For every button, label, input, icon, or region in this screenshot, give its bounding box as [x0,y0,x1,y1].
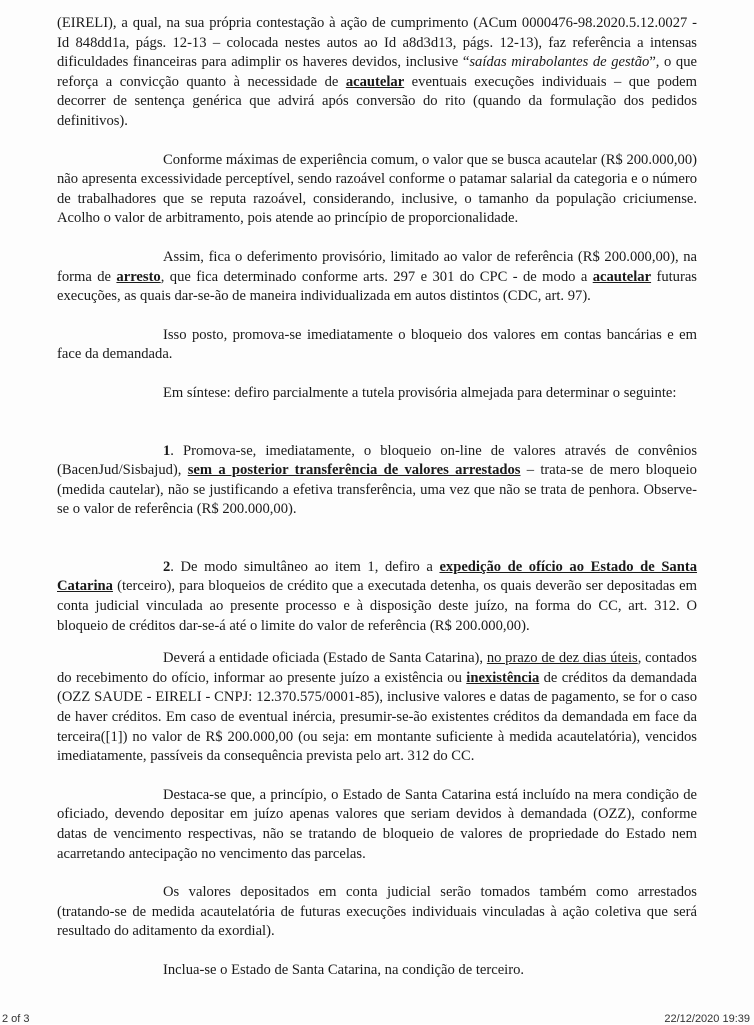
paragraph-valores-depositados: Os valores depositados em conta judicial serão tomados também como arrestados (tratando-se de medida acautelatória de futuras execuções individuais vinculadas à ação coletiva que será resultado do aditamento da exordial). [57,884,697,940]
paragraph-text: , contados do recebimento do ofício, informar ao presente juízo a existência ou [57,650,697,686]
paragraph-text: . De modo simultâneo ao item 1, defiro a [170,558,440,575]
emphasis-sem-transferencia: sem a posterior transferência de valores arrestados [187,462,521,479]
paragraph-text: ”, o que reforça a convicção quanto à necessidade de [57,54,697,90]
paragraph-destaca: Destaca-se que, a princípio, o Estado de Santa Catarina está incluído na mera condição de oficiado, devendo depositar em juízo apenas valores que seriam devidos à demandada (OZZ), conforme datas de vencimento respectivas, não se tratando de bloqueio de valores de propriedade do Estado nem acarretando antecipação no vencimento das parcelas. [57,786,697,862]
timestamp: 22/12/2020 19:39 [664,1013,750,1025]
paragraph-text: (EIRELI), a qual, na sua própria contestação à ação de cumprimento (ACum 0000476-98.2020.5.12.0027 - Id 848dd1a, págs. 12-13 – colocada nestes autos ao Id a8d3d13, págs. 12-13), faz referência a intensas dificuldades financeiras para adimplir os haveres devidos, inclusive “ [57,15,697,71]
item-number: 2 [163,558,171,575]
emphasis-inexistencia: inexistência [466,669,540,686]
page-number: 2 of 3 [2,1013,30,1025]
paragraph-text: eventuais execuções individuais – que podem decorrer de sentença genérica que advirá após conversão do rito (quando da formulação dos pedidos definitivos). [57,73,697,129]
emphasis-acautelar: acautelar [345,73,405,90]
emphasis-acautelar: acautelar [592,268,652,285]
emphasis-prazo: no prazo de dez dias úteis [486,650,638,667]
paragraph-isso-posto: Isso posto, promova-se imediatamente o bloqueio dos valores em contas bancárias e em face da demandada. [57,326,697,363]
item-1 [57,442,697,520]
emphasis-arresto: arresto [116,268,161,285]
document-body [57,14,697,981]
paragraph-inclua: Inclua-se o Estado de Santa Catarina, na condição de terceiro. [163,961,525,978]
paragraph-arresto [57,248,697,307]
paragraph-maximas: Conforme máximas de experiência comum, o valor que se busca acautelar (R$ 200.000,00) não apresenta excessividade perceptível, sendo razoável conforme o patamar salarial da categoria e o número de trabalhadores que se reputa razoável, considerando, inclusive, o tamanho da população criciumense. Acolho o valor de arbitramento, pois atende ao princípio de proporcionalidade. [57,151,697,227]
paragraph-text: Deverá a entidade oficiada (Estado de Santa Catarina), [163,650,487,667]
italic-quote: saídas mirabolantes de gestão [469,54,650,71]
paragraph-text: de créditos da demandada (OZZ SAUDE - EIRELI - CNPJ: 12.370.575/0001-85), inclusive valores e datas de pagamento, se for o caso de haver créditos. Em caso de eventual inércia, presumir-se-ão existentes créditos da demandada em face da terceira([1]) no valor de R$ 200.000,00 (ou seja: em montante suficiente à medida acautelatória), vencidos imediatamente, passíveis da consequência prevista pelo art. 312 do CC. [57,669,697,765]
paragraph-text: – trata-se de mero bloqueio (medida cautelar), não se justificando a efetiva transferência, uma vez que não se trata de penhora. Observe-se o valor de referência (R$ 200.000,00). [57,462,697,518]
paragraph-devera [57,649,697,767]
paragraph-text: . Promova-se, imediatamente, o bloqueio on-line de valores através de convênios (BacenJud/Sisbajud), [57,442,697,479]
paragraph-text: (terceiro), para bloqueios de crédito que a executada detenha, os quais deverão ser depositadas em conta judicial vinculada ao presente processo e à disposição deste juízo, na forma do CC, art. 312. O bloqueio de créditos dar-se-á até o limite do valor de referência (R$ 200.000,00). [57,578,697,634]
paragraph-text: futuras execuções, as quais dar-se-ão de maneira individualizada em autos distintos (CDC, art. 97). [57,268,697,305]
paragraph-text: , que fica determinado conforme arts. 297 e 301 do CPC - de modo a [160,268,593,285]
item-number: 1 [163,442,171,459]
paragraph-sintese: Em síntese: defiro parcialmente a tutela provisória almejada para determinar o seguinte: [163,384,677,401]
item-2 [57,558,697,636]
paragraph-eireli [57,14,697,132]
paragraph-text: Assim, fica o deferimento provisório, limitado ao valor de referência (R$ 200.000,00), na forma de [57,248,697,285]
emphasis-expedicao-oficio: expedição de ofício ao Estado de Santa Catarina [57,558,698,595]
